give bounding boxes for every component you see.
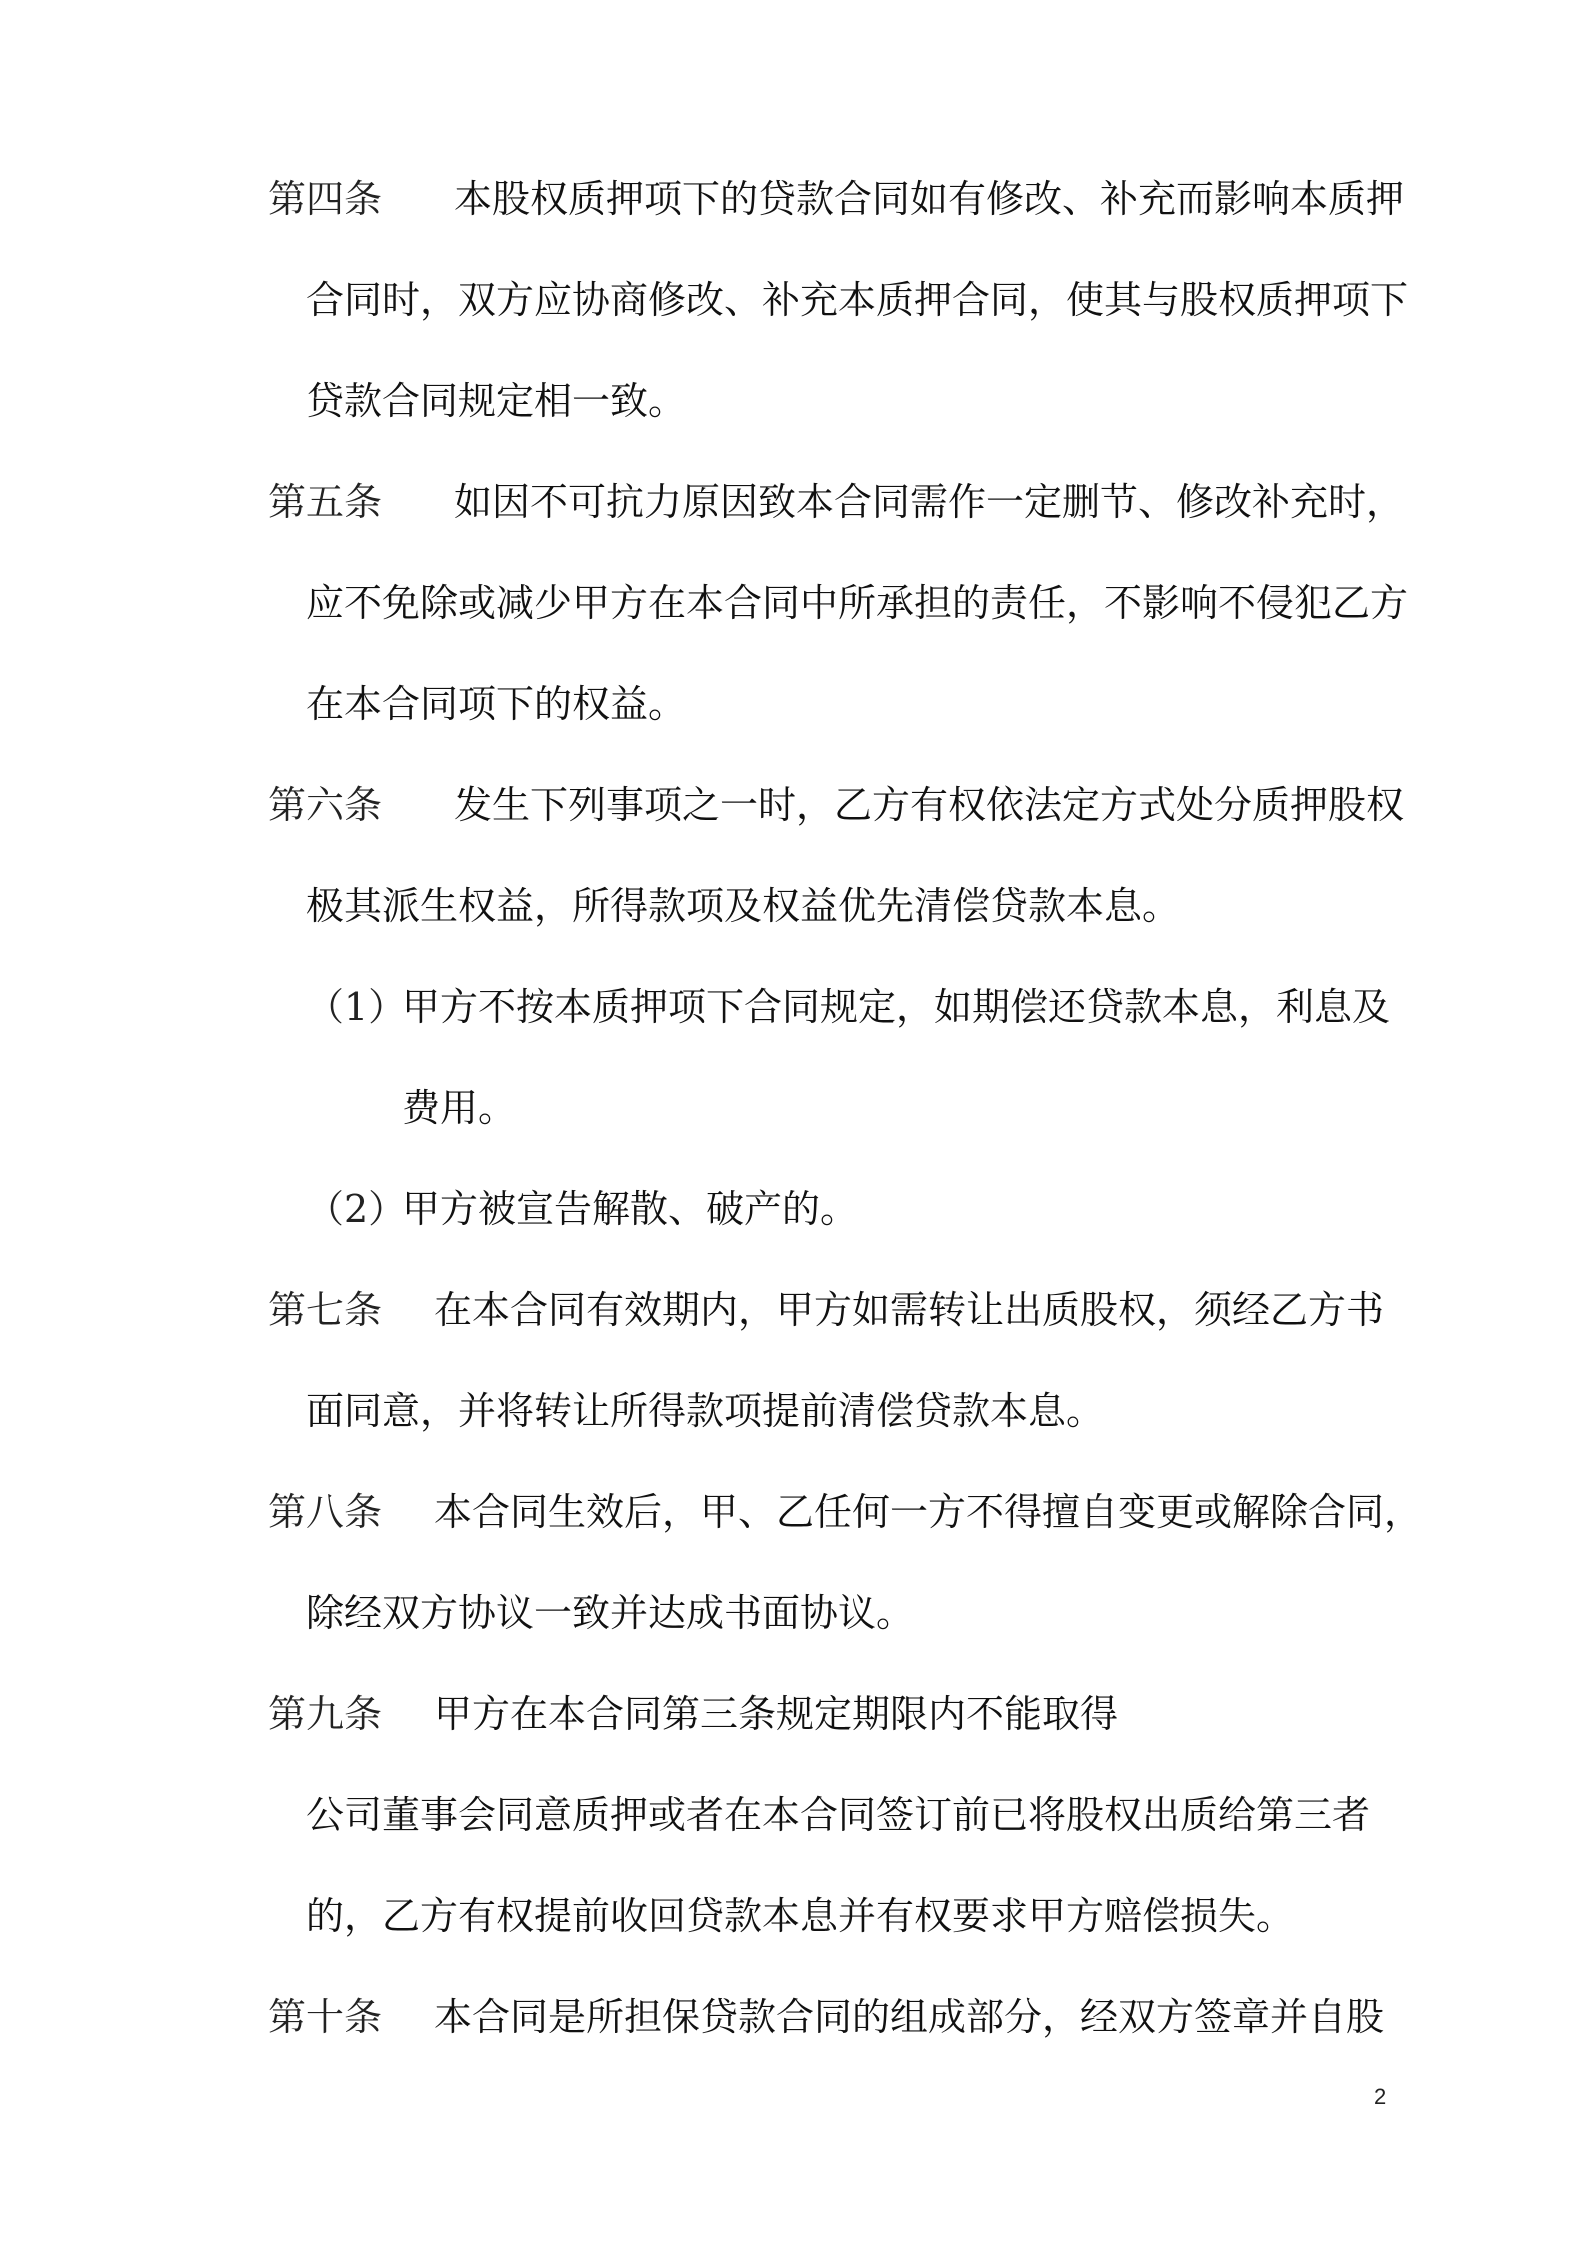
item-1-label: （1） (306, 985, 407, 1029)
article-10-line-1: 本合同是所担保贷款合同的组成部分，经双方签章并自股 (434, 1995, 1385, 2039)
article-5-line-1: 如因不可抗力原因致本合同需作一定删节、修改补充时， (454, 480, 1405, 524)
page-number: 2 (1374, 2084, 1387, 2109)
item-1-line-1: 甲方不按本质押项下合同规定，如期偿还贷款本息，利息及 (402, 985, 1391, 1029)
article-8-line-2: 除经双方协议一致并达成书面协议。 (306, 1591, 915, 1635)
article-6-line-2: 极其派生权益，所得款项及权益优先清偿贷款本息。 (306, 884, 1181, 928)
article-4-label: 第四条 (268, 177, 383, 221)
article-4-line-2: 合同时，双方应协商修改、补充本质押合同，使其与股权质押项下 (306, 278, 1409, 322)
item-2-line-1: 甲方被宣告解散、破产的。 (402, 1187, 859, 1231)
article-8-label: 第八条 (268, 1490, 383, 1534)
article-5-line-2: 应不免除或减少甲方在本合同中所承担的责任，不影响不侵犯乙方 (306, 581, 1409, 625)
article-5-line-3: 在本合同项下的权益。 (306, 682, 687, 726)
article-9-line-2: 公司董事会同意质押或者在本合同签订前已将股权出质给第三者 (306, 1793, 1371, 1837)
article-4-line-1: 本股权质押项下的贷款合同如有修改、补充而影响本质押 (454, 177, 1405, 221)
item-1-line-2: 费用。 (402, 1086, 517, 1130)
article-7-line-2: 面同意，并将转让所得款项提前清偿贷款本息。 (306, 1389, 1105, 1433)
article-7-label: 第七条 (268, 1288, 383, 1332)
article-5-label: 第五条 (268, 480, 383, 524)
article-6-label: 第六条 (268, 783, 383, 827)
article-9-line-1: 甲方在本合同第三条规定期限内不能取得 (434, 1692, 1119, 1736)
article-7-line-1: 在本合同有效期内，甲方如需转让出质股权，须经乙方书 (434, 1288, 1385, 1332)
article-6-line-1: 发生下列事项之一时，乙方有权依法定方式处分质押股权 (454, 783, 1405, 827)
article-8-line-1: 本合同生效后，甲、乙任何一方不得擅自变更或解除合同， (434, 1490, 1423, 1534)
article-10-label: 第十条 (268, 1995, 383, 2039)
article-9-label: 第九条 (268, 1692, 383, 1736)
article-9-line-3: 的，乙方有权提前收回贷款本息并有权要求甲方赔偿损失。 (306, 1894, 1295, 1938)
item-2-label: （2） (306, 1187, 407, 1231)
article-4-line-3: 贷款合同规定相一致。 (306, 379, 687, 423)
